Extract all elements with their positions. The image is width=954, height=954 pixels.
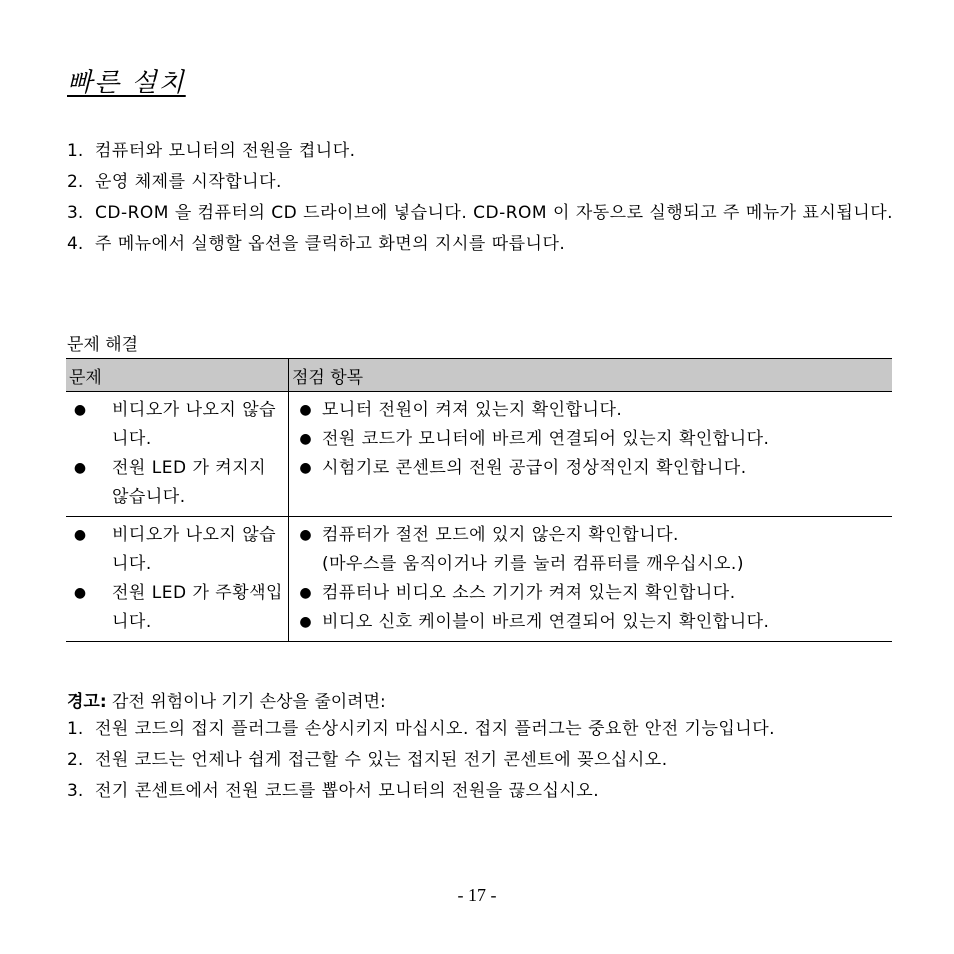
- bullet-icon: ●: [299, 460, 312, 476]
- list-item: [66, 454, 288, 512]
- step-number: 4.: [67, 234, 84, 254]
- warning-item-text: 전기 콘센트에서 전원 코드를 뽑아서 모니터의 전원을 끊으십시오.: [95, 781, 600, 801]
- problem-text: 비디오가 나오지 않습니다.: [112, 525, 277, 574]
- warning-number: 2.: [67, 750, 84, 770]
- list-item: [66, 396, 288, 454]
- table-row: [66, 392, 892, 517]
- step-text: CD-ROM 을 컴퓨터의 CD 드라이브에 넣습니다. CD-ROM 이 자동으로 실행되고 주 메뉴가 표시됩니다.: [95, 203, 894, 223]
- problem-text: 전원 LED 가 주황색입니다.: [112, 583, 283, 632]
- list-item: [289, 579, 892, 608]
- warning-item: [67, 749, 893, 771]
- problem-text: 전원 LED 가 켜지지 않습니다.: [112, 458, 267, 507]
- bullet-icon: ●: [73, 402, 87, 418]
- bullet-icon: ●: [299, 527, 312, 543]
- list-item: [66, 579, 288, 637]
- check-text: 컴퓨터나 비디오 소스 기기가 켜져 있는지 확인합니다.: [322, 583, 736, 603]
- step-number: 1.: [67, 141, 84, 161]
- warning-heading: [67, 687, 386, 712]
- bullet-icon: ●: [73, 527, 87, 543]
- problem-text: 비디오가 나오지 않습니다.: [112, 400, 277, 449]
- list-item: [289, 550, 892, 579]
- setup-steps: [67, 140, 897, 264]
- table-row: [66, 517, 892, 642]
- step-item: [67, 171, 897, 193]
- problem-cell: [66, 517, 289, 642]
- check-text: 전원 코드가 모니터에 바르게 연결되어 있는지 확인합니다.: [322, 429, 770, 449]
- bullet-icon: ●: [299, 431, 312, 447]
- step-number: 2.: [67, 172, 84, 192]
- page-number: - 17 -: [457, 885, 497, 905]
- list-item: [289, 608, 892, 637]
- list-item: [289, 454, 892, 483]
- bullet-icon: [289, 550, 322, 579]
- list-item: [289, 396, 892, 425]
- check-cell: [289, 517, 893, 642]
- problem-cell: [66, 392, 289, 517]
- header-check: 점검 항목: [289, 359, 893, 392]
- warning-item: [67, 718, 893, 740]
- check-text: 모니터 전원이 켜져 있는지 확인합니다.: [322, 400, 623, 420]
- warning-number: 1.: [67, 719, 84, 739]
- list-item: [289, 425, 892, 454]
- step-text: 컴퓨터와 모니터의 전원을 켭니다.: [95, 141, 356, 161]
- header-problem: 문제: [66, 359, 289, 392]
- list-item: [66, 521, 288, 579]
- check-text: (마우스를 움직이거나 키를 눌러 컴퓨터를 깨우십시오.): [322, 554, 744, 574]
- troubleshooting-title: 문제 해결: [67, 335, 139, 355]
- check-cell: [289, 392, 893, 517]
- bullet-icon: ●: [73, 460, 87, 476]
- check-text: 시험기로 콘센트의 전원 공급이 정상적인지 확인합니다.: [322, 458, 747, 478]
- step-text: 운영 체제를 시작합니다.: [95, 172, 282, 192]
- warning-text: 감전 위험이나 기기 손상을 줄이려면:: [106, 692, 386, 712]
- step-item: [67, 202, 897, 224]
- step-text: 주 메뉴에서 실행할 옵션을 클릭하고 화면의 지시를 따릅니다.: [95, 234, 566, 254]
- bullet-icon: ●: [299, 585, 312, 601]
- warning-item-text: 전원 코드는 언제나 쉽게 접근할 수 있는 접지된 전기 콘센트에 꽂으십시오.: [95, 750, 668, 770]
- warning-item: [67, 780, 893, 802]
- warning-item-text: 전원 코드의 접지 플러그를 손상시키지 마십시오. 접지 플러그는 중요한 안전 기능입니다.: [95, 719, 776, 739]
- table-header-row: [66, 359, 892, 392]
- check-text: 비디오 신호 케이블이 바르게 연결되어 있는지 확인합니다.: [322, 612, 770, 632]
- check-text: 컴퓨터가 절전 모드에 있지 않은지 확인합니다.: [322, 525, 679, 545]
- step-item: [67, 140, 897, 162]
- warning-label: 경고:: [67, 692, 107, 712]
- step-item: [67, 233, 897, 255]
- step-number: 3.: [67, 203, 84, 223]
- warning-list: [67, 718, 893, 811]
- bullet-icon: ●: [73, 585, 87, 601]
- page-title: 빠른 설치: [67, 68, 186, 98]
- warning-number: 3.: [67, 781, 84, 801]
- troubleshooting-table: [66, 358, 892, 642]
- list-item: [289, 521, 892, 550]
- bullet-icon: ●: [299, 614, 312, 630]
- bullet-icon: ●: [299, 402, 312, 418]
